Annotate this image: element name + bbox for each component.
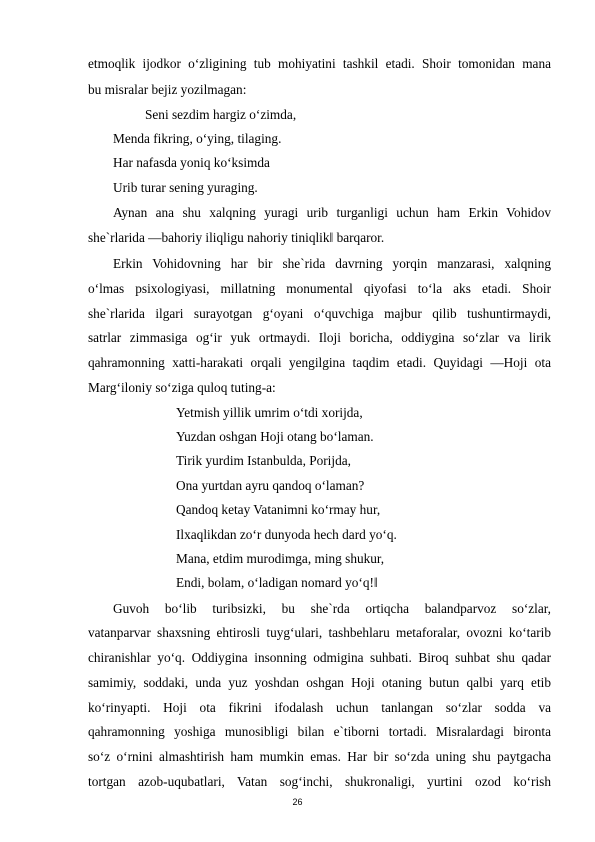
paragraph-line: tortgan azob-uqubatlari, Vatan sog‘inchi, shukronaligi, yurtini ozod ko‘rish — [88, 774, 551, 789]
paragraph-line: qahramonning yoshiga munosibligi bilan e`tiborni tortadi. Misralardagi bironta — [88, 724, 551, 739]
verse-line: Seni sezdim hargiz o‘zimda, — [145, 107, 297, 122]
verse-line: Menda fikring, o‘ying, tilaging. — [113, 131, 282, 146]
paragraph-line: so‘z o‘rnini almashtirish ham mumkin emas. Har bir so‘zda uning shu paytgacha — [88, 749, 551, 764]
paragraph-line: ko‘rinyapti. Hoji ota fikrini ifodalash uchun tanlangan so‘zlar sodda va — [88, 700, 551, 715]
paragraph-line: o‘lmas psixologiyasi, millatning monumental qiyofasi to‘la aks etadi. Shoir — [88, 281, 551, 296]
verse-line: Ilxaqlikdan zo‘r dunyoda hech dard yo‘q. — [176, 527, 397, 542]
paragraph-line: Aynan ana shu xalqning yuragi urib turganligi uchun ham Erkin Vohidov — [113, 205, 551, 220]
verse-line: Yuzdan oshgan Hoji otang bo‘laman. — [176, 429, 374, 444]
paragraph-line: etmoqlik ijodkor o‘zligining tub mohiyatini tashkil etadi. Shoir tomonidan mana — [88, 56, 551, 71]
paragraph-line: she`rlarida ―bahoriy iliqligu nahoriy tiniqlik‖ barqaror. — [88, 230, 385, 245]
paragraph-line: vatanparvar shaxsning ehtirosli tuyg‘ulari, tashbehlaru metaforalar, ovozni ko‘tarib — [88, 625, 551, 640]
verse-line: Ona yurtdan ayru qandoq o‘laman? — [176, 478, 365, 493]
paragraph-line: she`rlarida ilgari surayotgan g‘oyani o‘quvchiga majbur qilib tushuntirmaydi, — [88, 306, 551, 321]
verse-line: Yetmish yillik umrim o‘tdi xorijda, — [176, 405, 363, 420]
verse-line: Urib turar sening yuraging. — [113, 180, 258, 195]
paragraph-line: qahramonning xatti-harakati orqali yengilgina taqdim etadi. Quyidagi ―Hoji ota — [88, 355, 551, 370]
verse-line: Endi, bolam, o‘ladigan nomard yo‘q!‖ — [176, 575, 378, 590]
verse-line: Tirik yurdim Istanbulda, Porijda, — [176, 453, 351, 468]
paragraph-line: Marg‘iloniy so‘ziga quloq tuting-a: — [88, 380, 276, 395]
verse-line: Har nafasda yoniq ko‘ksimda — [113, 155, 270, 170]
page-number: 26 — [292, 797, 303, 807]
paragraph-line: Guvoh bo‘lib turibsizki, bu she`rda ortiqcha balandparvoz so‘zlar, — [113, 601, 551, 616]
paragraph-line: chiranishlar yo‘q. Oddiygina insonning odmigina suhbati. Biroq suhbat shu qadar — [88, 650, 551, 665]
paragraph-line: Erkin Vohidovning har bir she`rida davrning yorqin manzarasi, xalqning — [113, 256, 551, 271]
paragraph-line: satrlar zimmasiga og‘ir yuk ortmaydi. Iloji boricha, oddiygina so‘zlar va lirik — [88, 330, 551, 345]
verse-line: Mana, etdim murodimga, ming shukur, — [176, 551, 385, 566]
verse-line: Qandoq ketay Vatanimni ko‘rmay hur, — [176, 502, 381, 517]
paragraph-line: bu misralar bejiz yozilmagan: — [88, 82, 247, 97]
paragraph-line: samimiy, soddaki, unda yuz yoshdan oshgan Hoji otaning butun qalbi yarq etib — [88, 675, 551, 690]
